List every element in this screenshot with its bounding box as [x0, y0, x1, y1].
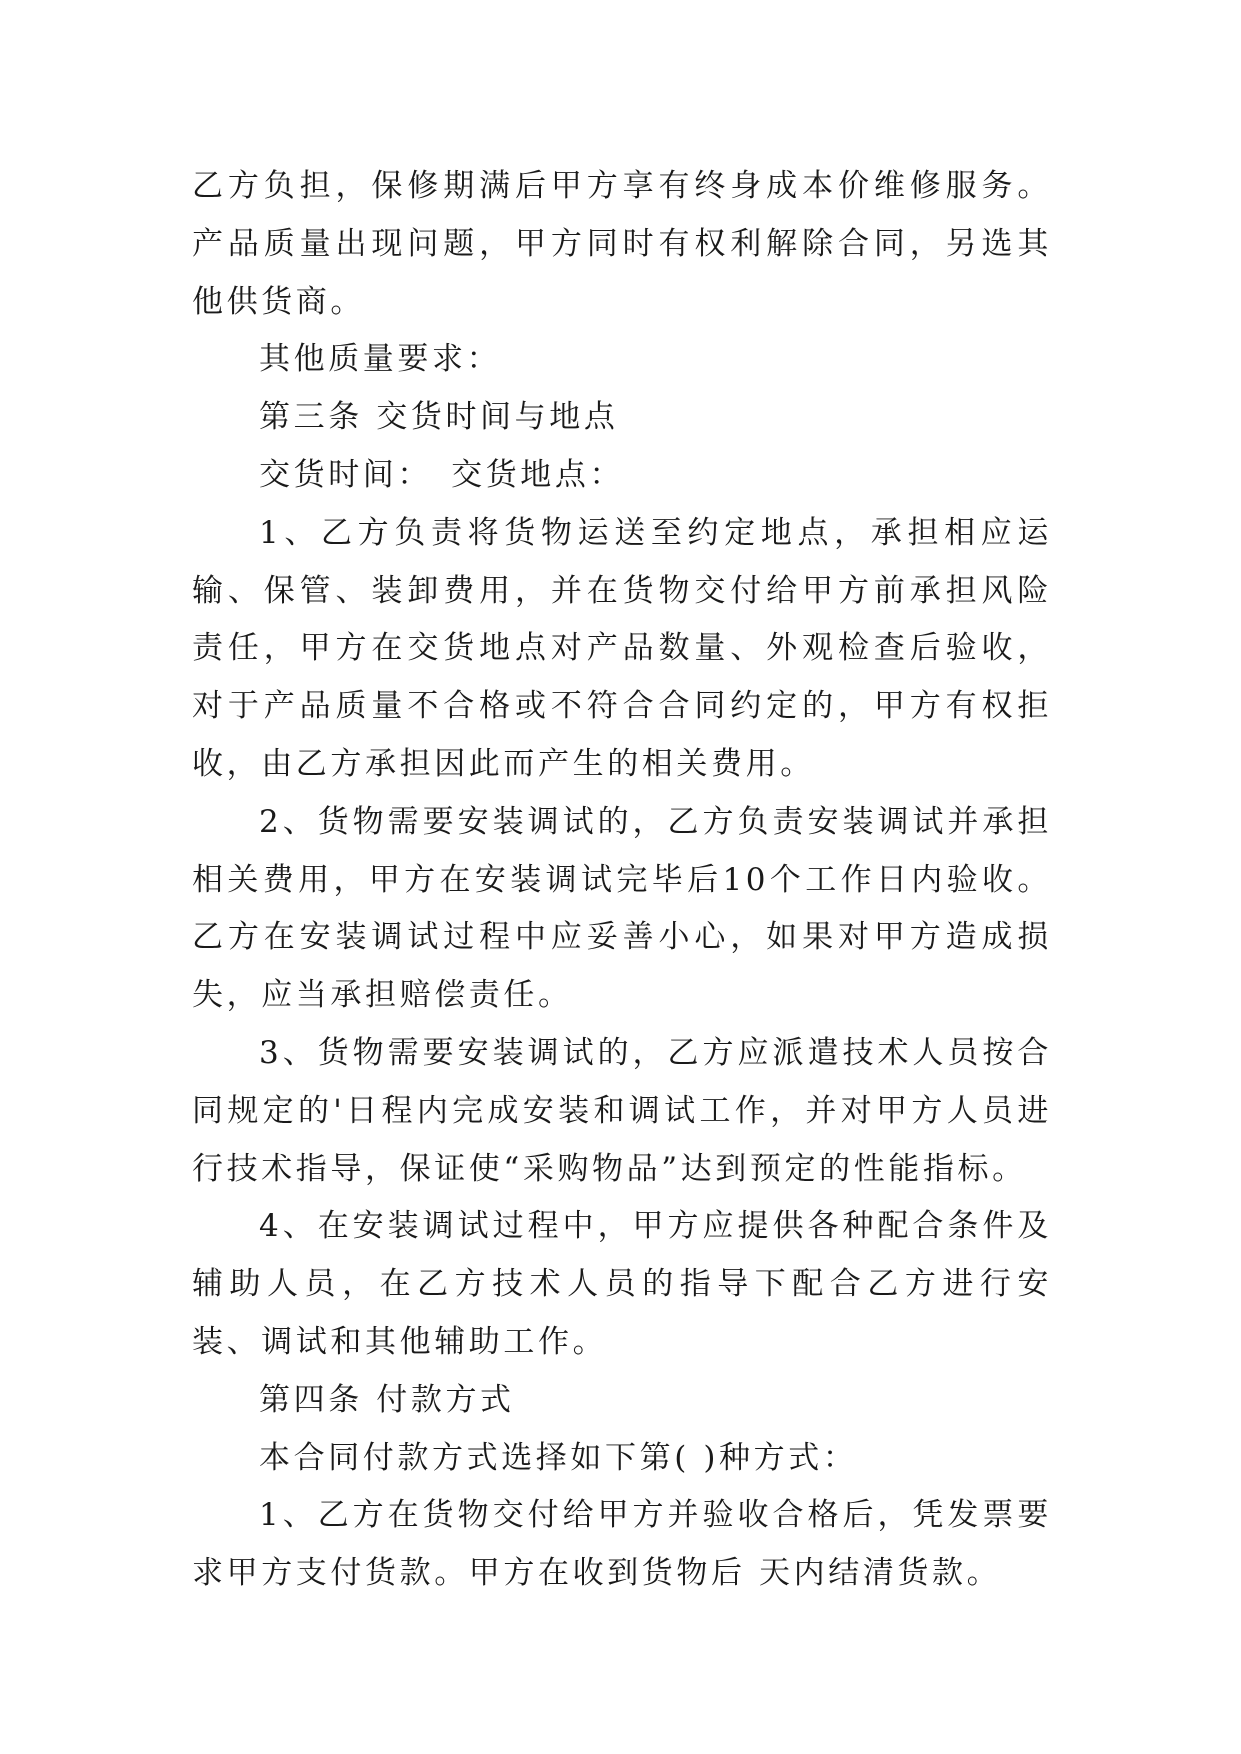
paragraph-delivery-time-place: 交货时间： 交货地点： [259, 456, 625, 493]
paragraph-clause-3-4: 4、在安装调试过程中，甲方应提供各种配合条件及辅助人员，在乙方技术人员的指导下配合乙方进行安装、调试和其他辅助工作。 [192, 1208, 1052, 1360]
document-body [192, 158, 1052, 1603]
paragraph-clause-3-1: 1、乙方负责将货物运送至约定地点，承担相应运输、保管、装卸费用，并在货物交付给甲方前承担风险责任，甲方在交货地点对产品数量、外观检查后验收，对于产品质量不合格或不符合合同约定的，甲方有权拒收，由乙方承担因此而产生的相关费用。 [192, 514, 1052, 782]
paragraph-warranty-continuation: 乙方负担，保修期满后甲方享有终身成本价维修服务。产品质量出现问题，甲方同时有权利解除合同，另选其他供货商。 [192, 168, 1052, 320]
paragraph-clause-4-1: 1、乙方在货物交付给甲方并验收合格后，凭发票要求甲方支付货款。甲方在收到货物后 天内结清货款。 [192, 1497, 1052, 1592]
paragraph-clause-3-3: 3、货物需要安装调试的，乙方应派遣技术人员按合同规定的'日程内完成安装和调试工作，并对甲方人员进行技术指导，保证使“采购物品”达到预定的性能指标。 [192, 1034, 1052, 1187]
section-heading-article-3: 第三条 交货时间与地点 [259, 399, 619, 436]
section-heading-article-4: 第四条 付款方式 [259, 1381, 515, 1418]
paragraph-other-quality: 其他质量要求： [259, 341, 502, 378]
paragraph-clause-3-2: 2、货物需要安装调试的，乙方负责安装调试并承担相关费用，甲方在安装调试完毕后10个工作日内验收。乙方在安装调试过程中应妥善小心，如果对甲方造成损失，应当承担赔偿责任。 [192, 803, 1052, 1014]
paragraph-payment-choice: 本合同付款方式选择如下第( )种方式： [259, 1439, 858, 1476]
